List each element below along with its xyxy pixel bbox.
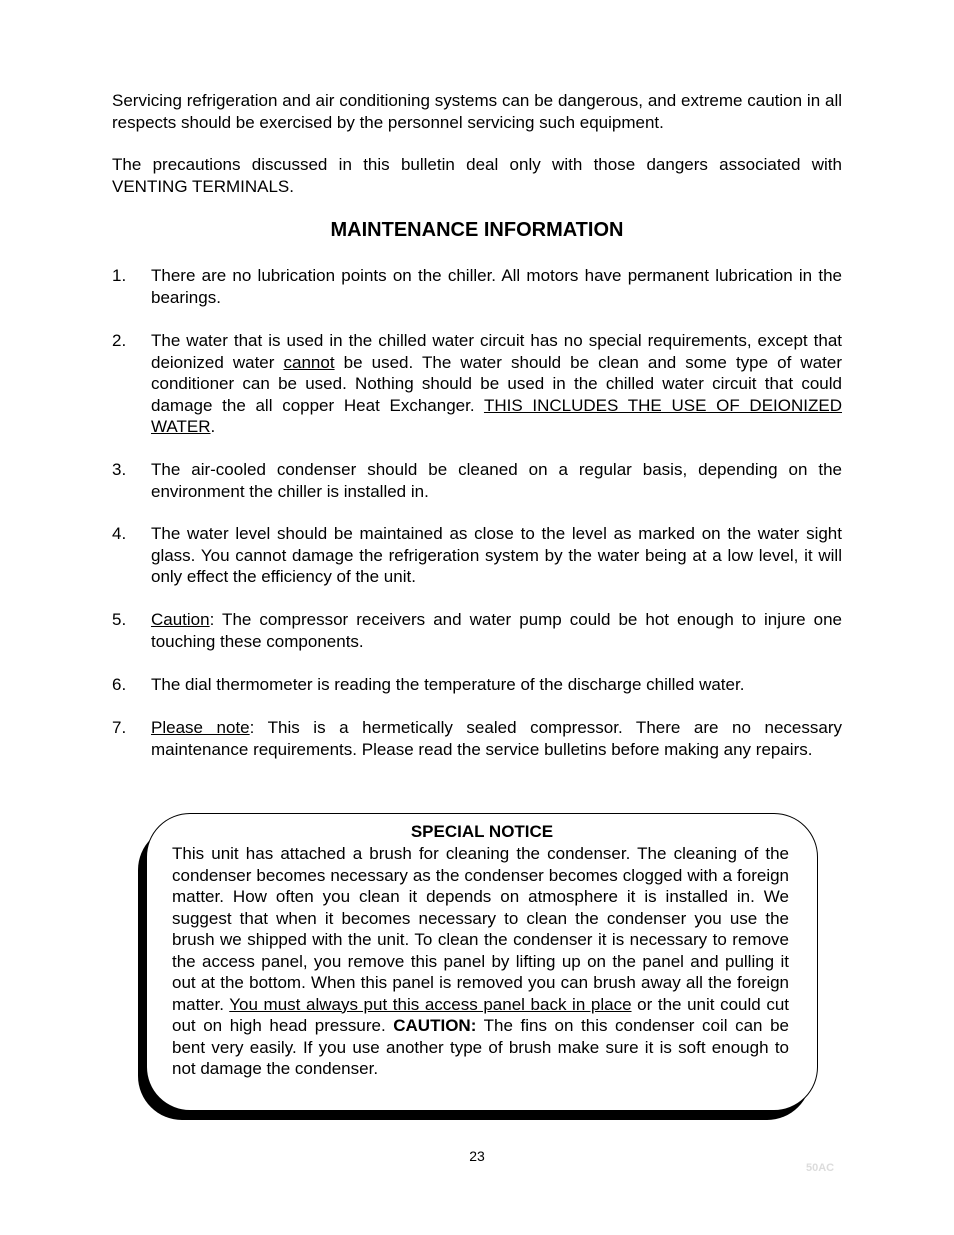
page-number: 23 [469, 1148, 485, 1164]
list-text [151, 609, 842, 652]
list-text [151, 330, 842, 438]
list-text: There are no lubrication points on the chiller. All motors have permanent lubrication in the bearings. [151, 266, 842, 307]
list-number: 4. [112, 524, 127, 543]
list-text-part: The water that is used in the chilled water circuit has no special requirements, except that deionized water [151, 331, 842, 372]
notice-body [172, 843, 789, 1080]
notice-title: SPECIAL NOTICE [410, 822, 554, 841]
list-text-part: be used. The water should be clean and some type of water conditioner can be used. Nothing should be used in the chilled water circuit that could damage the all copper Heat Exchanger. [151, 352, 842, 415]
notice-underlined: You must always put this access panel back in place [229, 994, 632, 1014]
list-text: The air-cooled condenser should be cleaned on a regular basis, depending on the environment the chiller is installed in. [151, 460, 842, 501]
list-number: 6. [112, 675, 127, 694]
list-text: The dial thermometer is reading the temperature of the discharge chilled water. [151, 675, 745, 694]
list-number: 3. [112, 460, 127, 479]
list-number: 5. [112, 610, 127, 629]
footer-code: 50AC [806, 1162, 835, 1174]
list-text-part: : The compressor receivers and water pump could be hot enough to injure one touching these components. [151, 610, 842, 651]
underlined-caution: Caution [151, 610, 210, 629]
list-text-part: : This is a hermetically sealed compressor. There are no necessary maintenance requirements. Please read the service bulletins before making any repairs. [151, 718, 842, 759]
list-number: 7. [112, 718, 127, 737]
intro-paragraph-2: The precautions discussed in this bulletin deal only with those dangers associated with VENTING TERMINALS. [112, 155, 842, 196]
list-text [151, 717, 842, 760]
underlined-cannot: cannot [283, 352, 335, 372]
underlined-warning: THIS INCLUDES THE USE OF DEIONIZED WATER [151, 395, 842, 436]
underlined-please-note: Please note [151, 718, 250, 737]
notice-caution-label: CAUTION: [393, 1016, 477, 1035]
notice-text-part: The fins on this condenser coil can be bent very easily. If you use another type of brush make sure it is soft enough to not damage the condenser. [172, 1016, 789, 1078]
intro-paragraph-1: Servicing refrigeration and air conditioning systems can be dangerous, and extreme caution in all respects should be exercised by the personnel servicing such equipment. [112, 91, 842, 132]
section-heading: MAINTENANCE INFORMATION [330, 219, 624, 241]
list-text-part: . [210, 417, 216, 436]
list-number: 2. [112, 331, 127, 350]
list-text: The water level should be maintained as close to the level as marked on the water sight glass. You cannot damage the refrigeration system by the water being at a low level, it will only effect the efficiency of the unit. [151, 524, 842, 586]
special-notice-box [146, 813, 818, 1111]
notice-text-part: or the unit could cut out on high head pressure. [172, 994, 790, 1035]
list-number: 1. [112, 266, 127, 285]
notice-text-part: This unit has attached a brush for cleaning the condenser. The cleaning of the condenser becomes necessary as the condenser becomes clogged with a foreign matter. How often you clean it depends on atmosphere it is installed in. We suggest that when it becomes necessary to clean the condenser you use the brush we shipped with the unit. To clean the condenser it is necessary to remove the access panel, you remove this panel by lifting up on the panel and pulling it out at the bottom. When this panel is removed you can brush away all the foreign matter. [172, 844, 789, 1014]
